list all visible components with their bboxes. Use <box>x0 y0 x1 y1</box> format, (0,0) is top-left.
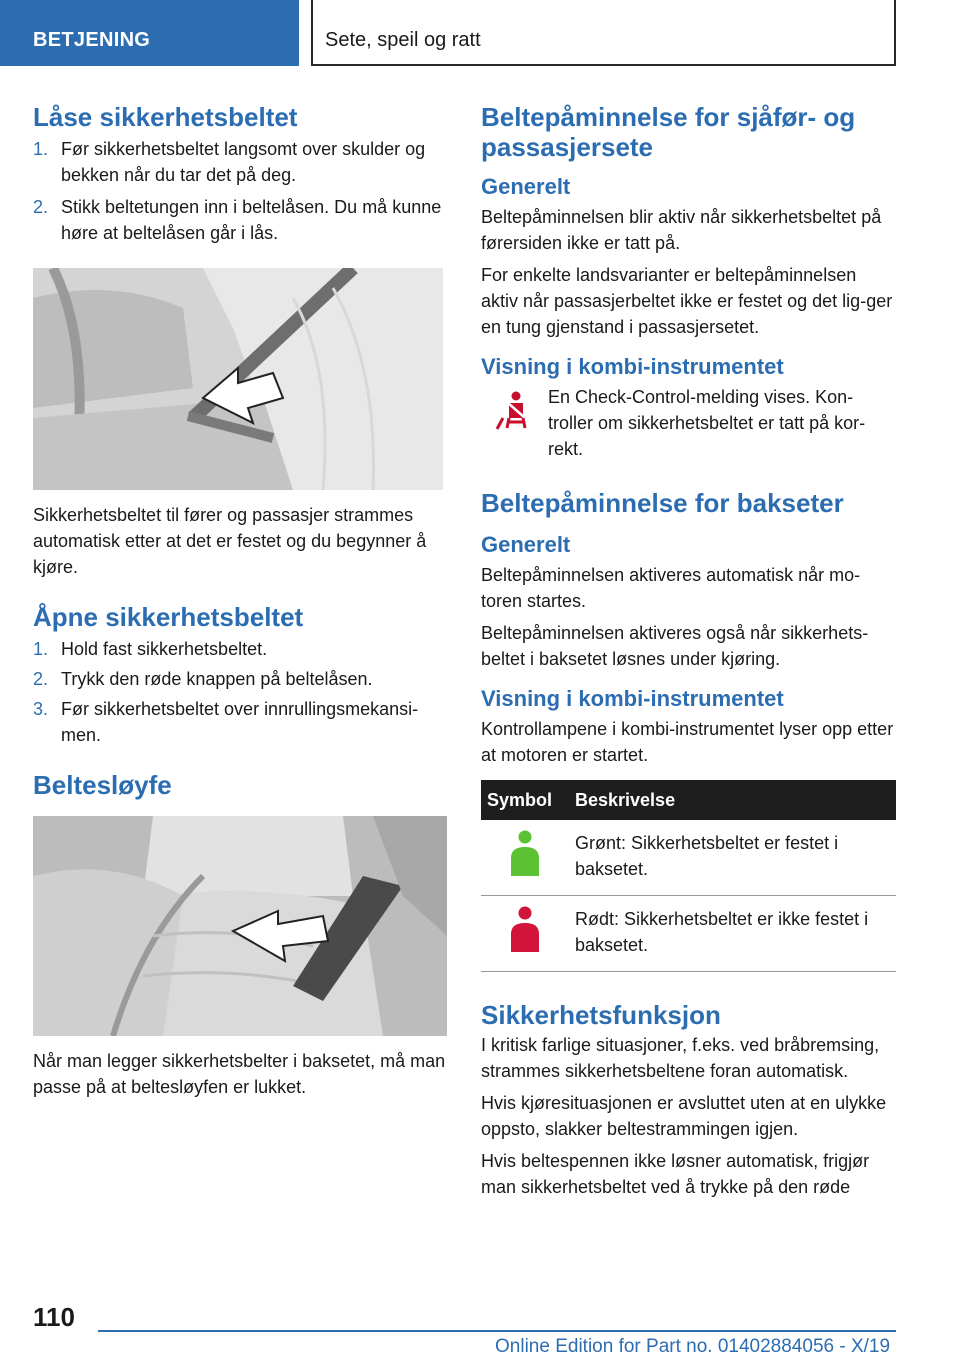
red-row-desc: Rødt: Sikkerhetsbeltet er ikke festet i baksetet. <box>569 896 896 972</box>
rear-seat-belt-loop-photo <box>33 816 447 1036</box>
green-occupant-icon <box>481 820 569 896</box>
table-row <box>481 896 896 972</box>
list-item: 1. Før sikkerhetsbeltet langsomt over skulder og bekken når du tar det på deg. <box>33 139 426 185</box>
safety-p1: I kritisk farlige situasjoner, f.eks. ved bråbremsing, strammes sikkerhetsbeltene foran automatisk. <box>481 1035 880 1081</box>
open-steps-list <box>33 636 447 748</box>
front-p2: For enkelte landsvarianter er beltepåminnelsen aktiv når passasjerbeltet ikke er festet og det lig-ger en tung gjenstand i passasjersetet. <box>481 265 893 337</box>
table-row <box>481 820 896 896</box>
heading-safety-function: Sikkerhetsfunksjon <box>481 1000 721 1030</box>
col-description: Beskrivelse <box>569 780 896 820</box>
lock-steps-list <box>33 136 447 246</box>
list-item: 2. Trykk den røde knappen på beltelåsen. <box>33 669 373 689</box>
list-item: 2. Stikk beltetungen inn i beltelåsen. Du må kunne høre at beltelåsen går i lås. <box>33 197 442 243</box>
footer-divider <box>98 1330 896 1332</box>
seat-belt-buckle-photo <box>33 268 443 490</box>
symbol-table <box>481 780 896 972</box>
chapter-box <box>311 0 896 66</box>
heading-front-reminder: Beltepåminnelse for sjåfør- og passasjersete <box>481 102 856 162</box>
display-front-text: En Check-Control-melding vises. Kon-troller om sikkerhetsbeltet er tatt på kor-rekt. <box>548 387 866 459</box>
lock-after-text: Sikkerhetsbeltet til fører og passasjer strammes automatisk etter at det er festet og du begynner å kjøre. <box>33 505 427 577</box>
display-front-block <box>481 384 896 462</box>
heading-belt-loop: Beltesløyfe <box>33 770 172 800</box>
heading-display-rear: Visning i kombi-instrumentet <box>481 686 784 711</box>
edition-text: Online Edition for Part no. 01402884056 - X/19 <box>495 1336 891 1357</box>
safety-p3: Hvis beltespennen ikke løsner automatisk, frigjør man sikkerhetsbeltet ved å trykke på den røde <box>481 1151 870 1197</box>
heading-rear-reminder: Beltepåminnelse for bakseter <box>481 488 844 518</box>
list-item: 1. Hold fast sikkerhetsbeltet. <box>33 639 268 659</box>
page-number: 110 <box>33 1302 75 1332</box>
section-label: BETJENING <box>33 29 151 51</box>
seatbelt-warning-icon <box>495 390 531 435</box>
col-symbol: Symbol <box>481 780 569 820</box>
rear-p2: Beltepåminnelsen aktiveres også når sikkerhets-beltet i baksetet løsnes under kjøring. <box>481 623 869 669</box>
safety-p2: Hvis kjøresituasjonen er avsluttet uten at en ulykke oppsto, slakker beltestrammingen igjen. <box>481 1093 887 1139</box>
list-item: 3. Før sikkerhetsbeltet over innrullingsmekansi-men. <box>33 699 419 745</box>
chapter-label: Sete, speil og ratt <box>325 29 481 51</box>
heading-general-front: Generelt <box>481 174 571 199</box>
display-rear-text: Kontrollampene i kombi-instrumentet lyser opp etter at motoren er startet. <box>481 719 894 765</box>
right-column <box>481 102 896 1200</box>
heading-open-belt: Åpne sikkerhetsbeltet <box>33 602 304 632</box>
front-p1: Beltepåminnelsen blir aktiv når sikkerhetsbeltet på førersiden ikke er tatt på. <box>481 207 882 253</box>
left-column <box>33 102 447 1100</box>
green-row-desc: Grønt: Sikkerhetsbeltet er festet i baksetet. <box>569 820 896 896</box>
red-occupant-icon <box>481 896 569 972</box>
rear-p1: Beltepåminnelsen aktiveres automatisk når mo-toren startes. <box>481 565 861 611</box>
loop-after-text: Når man legger sikkerhetsbelter i baksetet, må man passe på at beltesløyfen er lukket. <box>33 1051 446 1097</box>
section-tab <box>0 0 299 66</box>
heading-lock-belt: Låse sikkerhetsbeltet <box>33 102 298 132</box>
heading-display-front: Visning i kombi-instrumentet <box>481 354 784 379</box>
heading-general-rear: Generelt <box>481 532 571 557</box>
